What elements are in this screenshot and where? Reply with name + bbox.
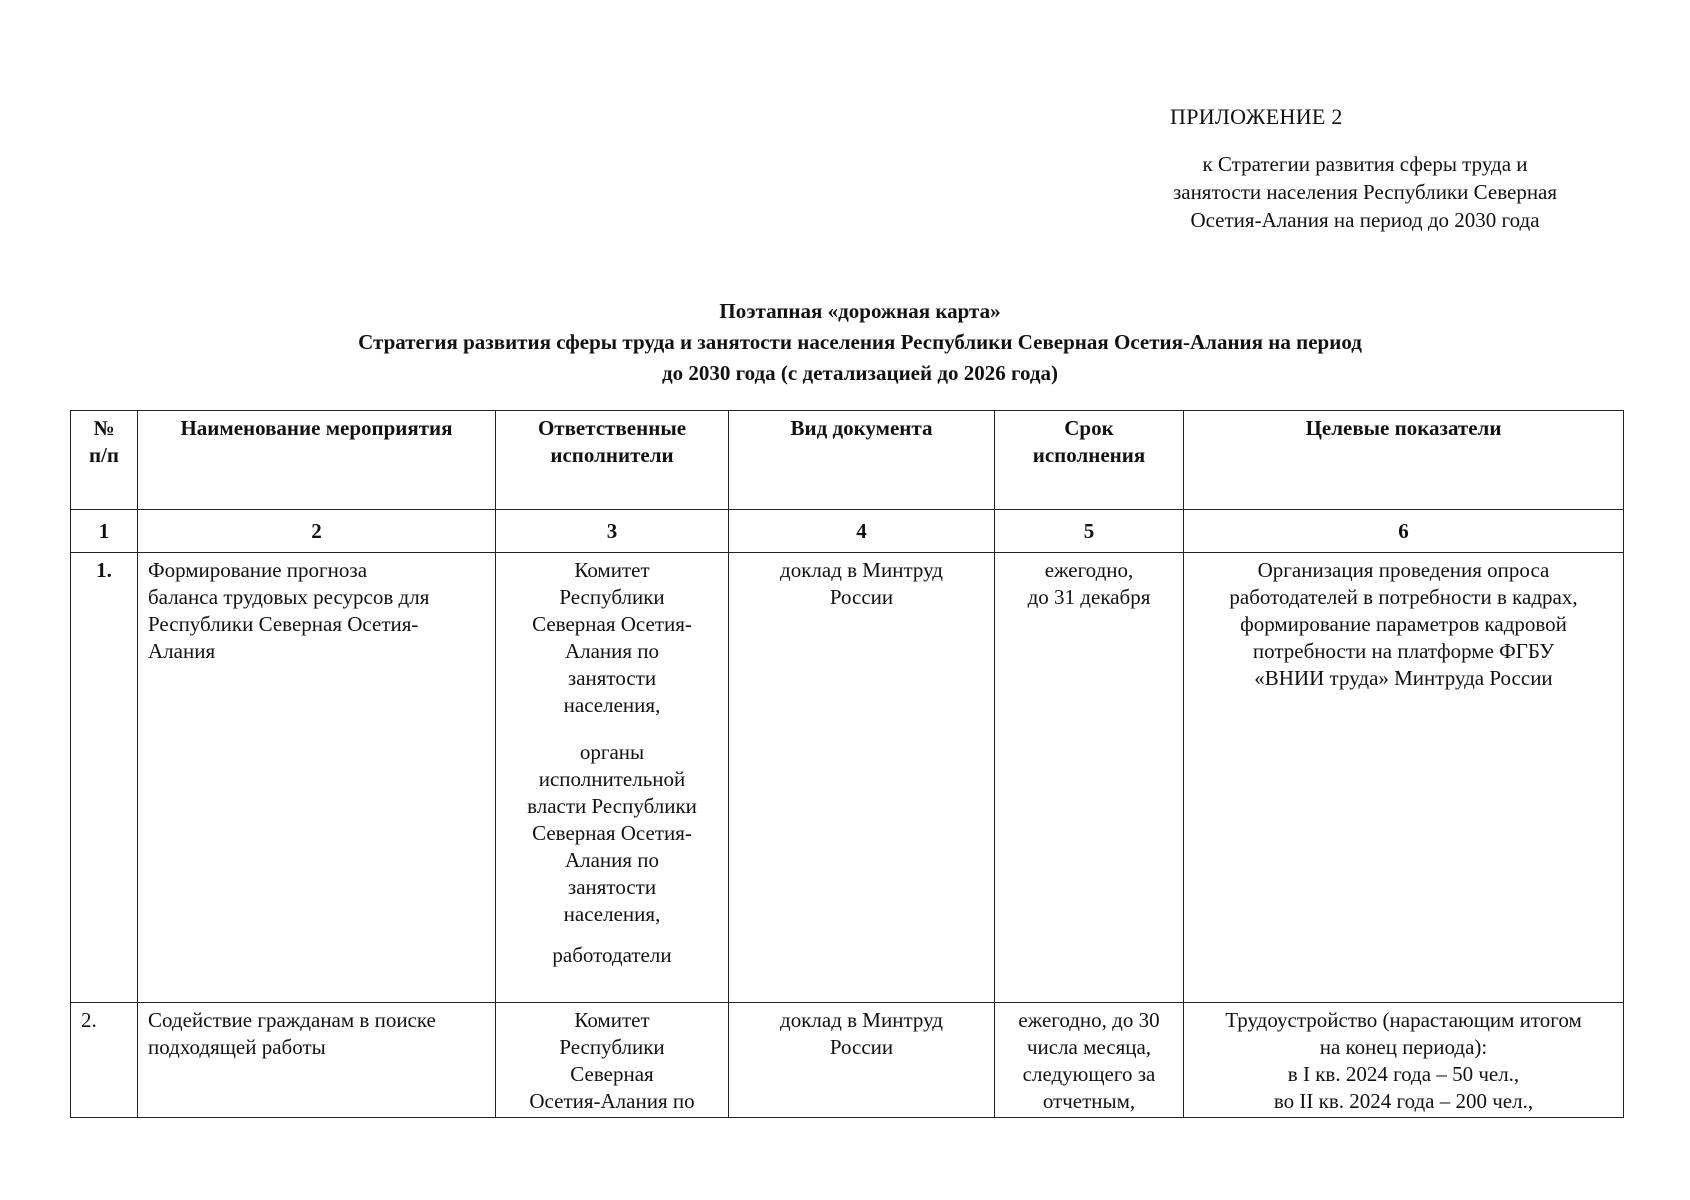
header-event-name: Наименование мероприятия: [138, 411, 496, 510]
document-type-cell: доклад в Минтруд России: [729, 1003, 995, 1118]
event-name-cell: Формирование прогноза баланса трудовых ресурсов для Республики Северная Осетия- Алания: [138, 553, 496, 1003]
annex-title: ПРИЛОЖЕНИЕ 2: [1170, 104, 1343, 129]
header-document-type: Вид документа: [729, 411, 995, 510]
document-title-line: Поэтапная «дорожная карта»: [719, 299, 1001, 323]
header-deadline: Срок исполнения: [995, 411, 1184, 510]
table-row: [71, 1003, 1624, 1118]
column-number: 5: [995, 510, 1184, 553]
target-indicators-cell: Организация проведения опроса работодателей в потребности в кадрах, формирование параметров кадровой потребности на платформе ФГБУ «ВНИИ труда» Минтруда России: [1184, 553, 1624, 1003]
event-name-cell: Содействие гражданам в поиске подходящей работы: [138, 1003, 496, 1118]
executors-cell: [496, 553, 729, 1003]
column-number: 6: [1184, 510, 1624, 553]
row-number: 2.: [71, 1003, 138, 1118]
document-title-line: до 2030 года (с детализацией до 2026 года): [661, 361, 1058, 385]
document-title-line: Стратегия развития сферы труда и занятости населения Республики Северная Осетия-Алания на период: [358, 330, 1362, 354]
executor-group: работодатели: [552, 943, 672, 967]
executor-group: Комитет Республики Северная Осетия- Алания по занятости населения,: [532, 558, 692, 717]
deadline-cell: ежегодно, до 31 декабря: [995, 553, 1184, 1003]
column-number: 4: [729, 510, 995, 553]
annex-subtitle-line: Осетия-Алания на период до 2030 года: [1190, 208, 1540, 232]
roadmap-table: [70, 410, 1624, 1118]
annex-subtitle: [1130, 150, 1600, 234]
table-row: [71, 553, 1624, 1003]
deadline-cell: ежегодно, до 30 числа месяца, следующего за отчетным,: [995, 1003, 1184, 1118]
header-number: № п/п: [71, 411, 138, 510]
target-indicators-cell: Трудоустройство (нарастающим итогом на конец периода): в I кв. 2024 года – 50 чел., во II кв. 2024 года – 200 чел.,: [1184, 1003, 1624, 1118]
annex-subtitle-line: занятости населения Республики Северная: [1172, 180, 1558, 204]
table-header-row: [71, 411, 1624, 510]
header-executors: Ответственные исполнители: [496, 411, 729, 510]
row-number: 1.: [71, 553, 138, 1003]
document-type-cell: доклад в Минтруд России: [729, 553, 995, 1003]
header-target-indicators: Целевые показатели: [1184, 411, 1624, 510]
executors-cell: Комитет Республики Северная Осетия-Алания по: [496, 1003, 729, 1118]
column-number: 1: [71, 510, 138, 553]
annex-subtitle-line: к Стратегии развития сферы труда и: [1202, 152, 1528, 176]
column-number-row: [71, 510, 1624, 553]
document-title: [60, 296, 1660, 389]
executor-group: органы исполнительной власти Республики Северная Осетия- Алания по занятости населения,: [527, 740, 697, 926]
column-number: 2: [138, 510, 496, 553]
column-number: 3: [496, 510, 729, 553]
